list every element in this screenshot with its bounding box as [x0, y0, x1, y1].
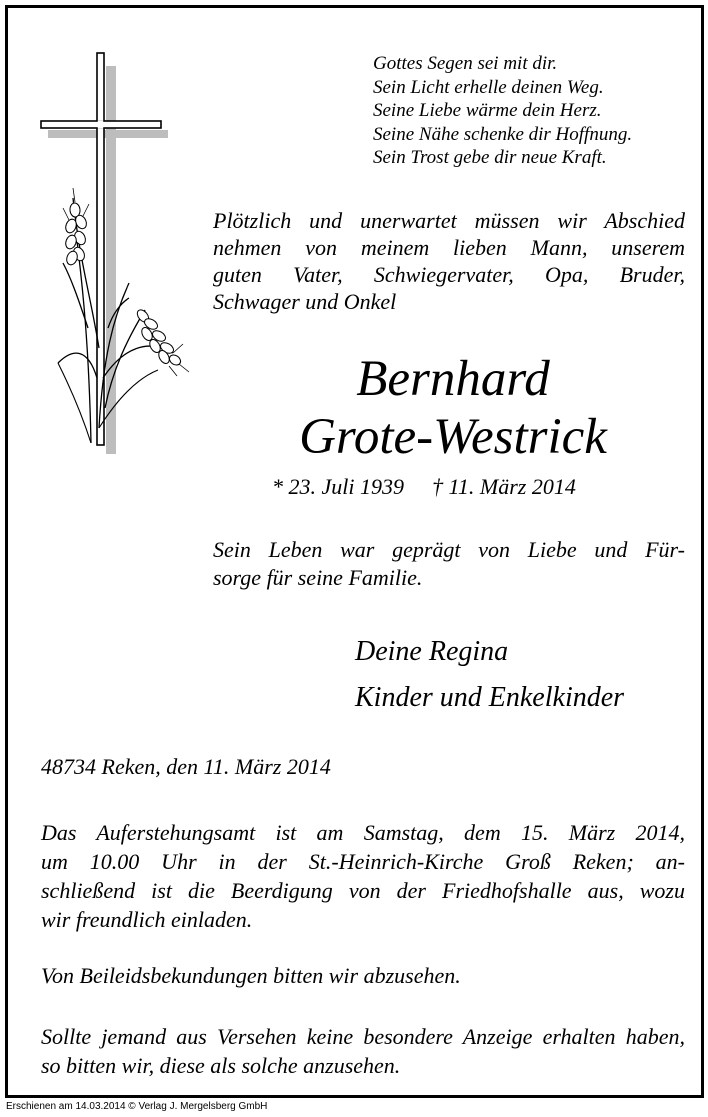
funeral-line: um 10.00 Uhr in der St.-Heinrich-Kirche Groß Reken; an- — [41, 849, 685, 874]
life-dates — [272, 474, 576, 500]
poem-line: Seine Liebe wärme dein Herz. — [373, 100, 602, 121]
funeral-line: wir freundlich einladen. — [41, 907, 253, 932]
poem-line: Seine Nähe schenke dir Hoffnung. — [373, 123, 633, 145]
place-date: 48734 Reken, den 11. März 2014 — [41, 754, 331, 779]
condolences-note — [41, 961, 685, 990]
intro-line: Schwager und Onkel — [213, 289, 397, 314]
intro-line: Plötzlich und unerwartet müssen wir Abschied — [213, 208, 685, 233]
life-text — [213, 536, 685, 592]
family-line-children: Kinder und Enkelkinder — [355, 682, 625, 713]
funeral-info — [41, 818, 685, 934]
funeral-line: schließend ist die Beerdigung von der Friedhofshalle aus, wozu — [41, 878, 685, 903]
poem-line: Gottes Segen sei mit dir. — [373, 53, 558, 74]
poem — [373, 52, 632, 170]
death-date: † 11. März 2014 — [432, 474, 576, 499]
obituary-frame — [5, 5, 704, 1098]
intro-line: nehmen von meinem lieben Mann, unserem — [213, 235, 685, 260]
notice-line: so bitten wir, diese als solche anzusehen. — [41, 1053, 401, 1078]
life-line: sorge für seine Familie. — [213, 565, 423, 590]
notice-text — [41, 1022, 685, 1080]
family-line-spouse: Deine Regina — [355, 636, 509, 667]
birth-date: * 23. Juli 1939 — [272, 474, 404, 499]
deceased-first-name: Bernhard — [356, 351, 550, 407]
funeral-line: Das Auferstehungsamt ist am Samstag, dem 15. März 2014, — [41, 820, 685, 845]
condolences-line: Von Beileidsbekundungen bitten wir abzusehen. — [41, 963, 461, 988]
deceased-last-name: Grote-Westrick — [299, 409, 607, 465]
intro-text — [213, 207, 685, 315]
notice-line: Sollte jemand aus Versehen keine besondere Anzeige erhalten haben, — [41, 1024, 685, 1049]
poem-line: Sein Licht erhelle deinen Weg. — [373, 76, 604, 98]
intro-line: guten Vater, Schwiegervater, Opa, Bruder, — [213, 262, 685, 287]
poem-line: Sein Trost gebe dir neue Kraft. — [373, 147, 607, 168]
life-line: Sein Leben war geprägt von Liebe und Für- — [213, 537, 685, 562]
publication-footer: Erschienen am 14.03.2014 © Verlag J. Mergelsberg GmbH — [6, 1101, 268, 1112]
cross-with-wheat-icon — [33, 48, 203, 458]
